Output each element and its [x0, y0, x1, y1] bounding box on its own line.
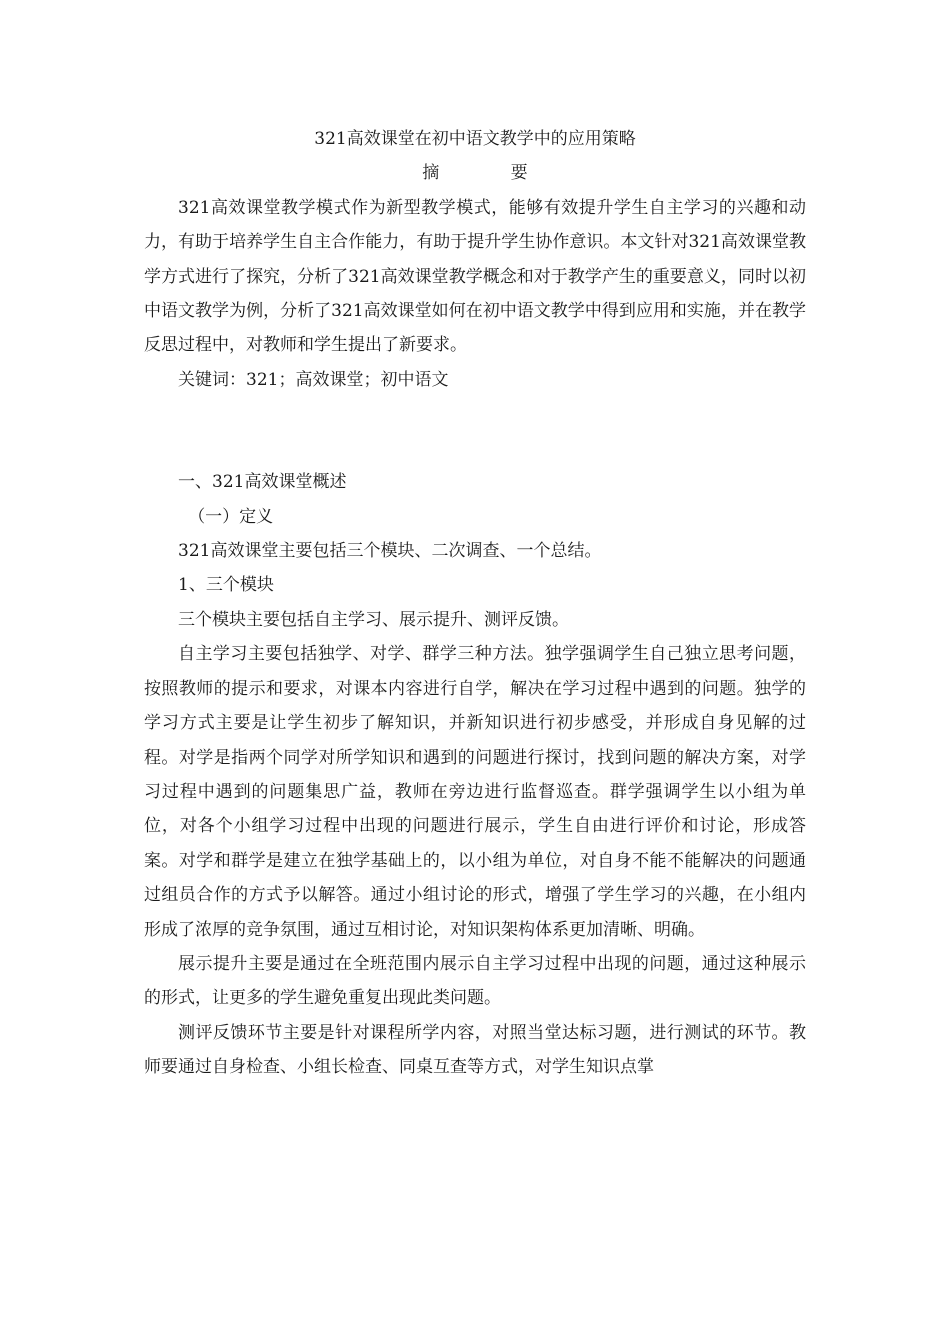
body-paragraph: 三个模块主要包括自主学习、展示提升、测评反馈。 — [178, 609, 569, 630]
keywords-line: 关键词：321；高效课堂；初中语文 — [178, 369, 449, 390]
section-heading: 一、321高效课堂概述 — [178, 472, 347, 493]
section-spacer — [144, 397, 806, 465]
document-title: 321高效课堂在初中语文教学中的应用策略 — [314, 129, 636, 149]
abstract-paragraph: 321高效课堂教学模式作为新型教学模式，能够有效提升学生自主学习的兴趣和动力，有助于培养学生自主合作能力，有助于提升学生协作意识。本文针对321高效课堂教学方式进行了探究，分析了321高效课堂教学概念和对于教学产生的重要意义，同时以初中语文教学为例，分析了321高效课堂如何在初中语文教学中得到应用和实施，并在教学反思过程中，对教师和学生提出了新要求。 — [144, 197, 806, 356]
body-paragraph: 自主学习主要包括独学、对学、群学三种方法。独学强调学生自己独立思考问题，按照教师的提示和要求，对课本内容进行自学，解决在学习过程中遇到的问题。独学的学习方式主要是让学生初步了解知识，并新知识进行初步感受，并形成自身见解的过程。对学是指两个同学对所学知识和遇到的问题进行探讨，找到问题的解决方案，对学习过程中遇到的问题集思广益，教师在旁边进行监督巡查。群学强调学生以小组为单位，对各个小组学习过程中出现的问题进行展示，学生自由进行评价和讨论，形成答案。对学和群学是建立在独学基础上的，以小组为单位，对自身不能不能解决的问题通过组员合作的方式予以解答。通过小组讨论的形式，增强了学生学习的兴趣，在小组内形成了浓厚的竞争氛围，通过互相讨论，对知识架构体系更加清晰、明确。 — [144, 644, 806, 940]
item-heading: 1、三个模块 — [178, 575, 274, 596]
document-body — [144, 122, 806, 1085]
body-paragraph: 测评反馈环节主要是针对课程所学内容，对照当堂达标习题，进行测试的环节。教师要通过自身检查、小组长检查、同桌互查等方式，对学生知识点掌 — [144, 1022, 806, 1078]
abstract-heading: 摘 要 — [422, 163, 555, 184]
body-paragraph: 321高效课堂主要包括三个模块、二次调查、一个总结。 — [178, 541, 602, 562]
subsection-heading: （一）定义 — [188, 506, 274, 527]
body-paragraph: 展示提升主要是通过在全班范围内展示自主学习过程中出现的问题，通过这种展示的形式，让更多的学生避免重复出现此类问题。 — [144, 953, 806, 1009]
